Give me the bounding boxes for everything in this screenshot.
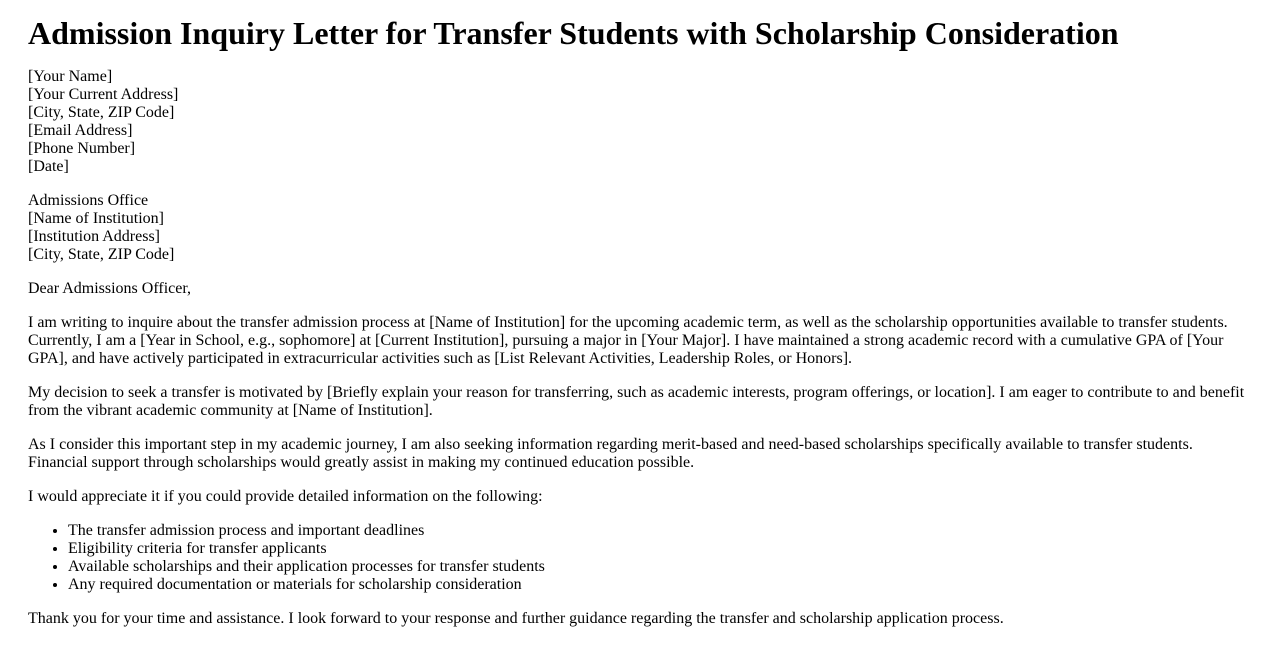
list-item-required-documentation: • Any required documentation or materials for scholarship consideration	[68, 576, 1250, 594]
recipient-office-line: Admissions Office	[28, 191, 149, 209]
sender-address-line: [Your Current Address]	[28, 85, 179, 103]
letter-title: Admission Inquiry Letter for Transfer Students with Scholarship Consideration	[28, 15, 1119, 51]
salutation: Dear Admissions Officer,	[28, 279, 192, 297]
requested-information-list	[28, 522, 1250, 594]
sender-date-line: [Date]	[28, 157, 69, 175]
recipient-city-state-zip-line: [City, State, ZIP Code]	[28, 245, 175, 263]
sender-city-state-zip-line: [City, State, ZIP Code]	[28, 103, 175, 121]
body-paragraph-scholarship-info: As I consider this important step in my academic journey, I am also seeking information regarding merit-based and need-based scholarships specifically available to transfer students. Financial support through scholarships would greatly assist in making my continued education possible.	[28, 435, 1193, 471]
body-paragraph-inquiry: I am writing to inquire about the transfer admission process at [Name of Institution] for the upcoming academic term, as well as the scholarship opportunities available to transfer students. Currently, I am a [Year in School, e.g., sophomore] at [Current Institution], pursuing a major in [Your Major]. I have maintained a strong academic record with a cumulative GPA of [Your GPA], and have actively participated in extracurricular activities such as [List Relevant Activities, Leadership Roles, or Honors].	[28, 313, 1228, 367]
sender-address-block	[28, 68, 1250, 176]
list-item-eligibility-criteria: • Eligibility criteria for transfer applicants	[68, 540, 1250, 558]
list-item-admission-process: • The transfer admission process and important deadlines	[68, 522, 1250, 540]
letter-document	[28, 15, 1250, 628]
sender-email-line: [Email Address]	[28, 121, 133, 139]
body-paragraph-transfer-motivation: My decision to seek a transfer is motivated by [Briefly explain your reason for transferring, such as academic interests, program offerings, or location]. I am eager to contribute to and benefit from the vibrant academic community at [Name of Institution].	[28, 383, 1245, 419]
recipient-address-block	[28, 192, 1250, 264]
recipient-institution-line: [Name of Institution]	[28, 209, 164, 227]
sender-name-line: [Your Name]	[28, 67, 113, 85]
list-intro-paragraph: I would appreciate it if you could provide detailed information on the following:	[28, 487, 543, 505]
recipient-address-line: [Institution Address]	[28, 227, 160, 245]
sender-phone-line: [Phone Number]	[28, 139, 136, 157]
list-item-available-scholarships: • Available scholarships and their application processes for transfer students	[68, 558, 1250, 576]
closing-paragraph: Thank you for your time and assistance. I look forward to your response and further guidance regarding the transfer and scholarship application process.	[28, 609, 1004, 627]
